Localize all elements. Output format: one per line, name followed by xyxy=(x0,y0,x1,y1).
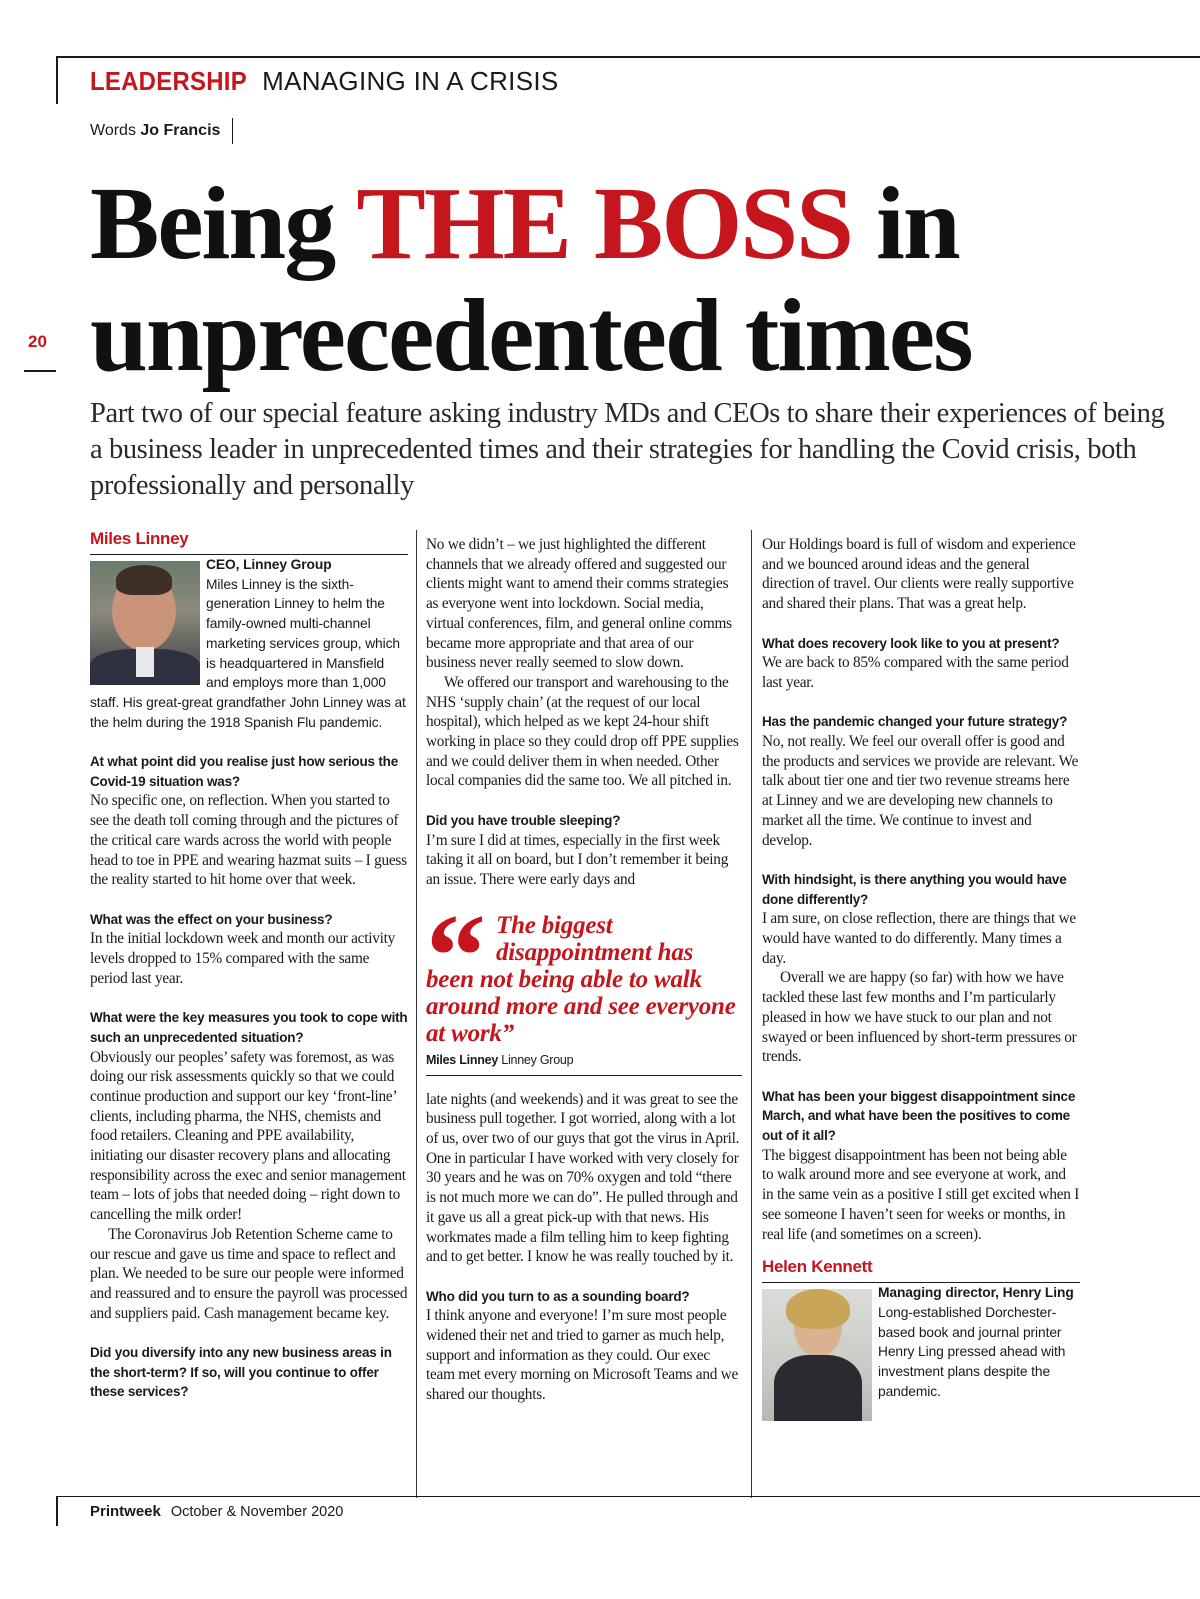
profile-role-miles: CEO, Linney Group xyxy=(206,557,332,572)
answer-9a: I am sure, on close reflection, there are things that we would have wanted to do differently. Many times a day. xyxy=(762,910,1076,967)
headline-highlight: THE BOSS xyxy=(356,166,852,281)
page-number-rule xyxy=(24,370,56,372)
pull-quote-attribution xyxy=(426,1051,742,1069)
question-6: Who did you turn to as a sounding board? xyxy=(426,1288,690,1304)
article-column-3 xyxy=(762,535,1080,1423)
helen-kennett-photo xyxy=(762,1289,872,1421)
answer-3a: Obviously our peoples’ safety was foremost, as was doing our risk assessments quickly so that we could continue production and support our key ‘front-line’ clients, including pharma, the NHS, chemists and food retailers. Cleaning and PPE availability, initiating our disaster recovery plans and allocating responsibility across the exec and senior management team – lots of jobs that needed doing – right down to cancelling the milk order! xyxy=(90,1048,406,1224)
profile-miles xyxy=(90,555,408,732)
quote-mark-icon: “ xyxy=(426,888,486,1022)
footer xyxy=(90,1503,343,1520)
issue-date: October & November 2020 xyxy=(170,1504,344,1520)
standfirst: Part two of our special feature asking industry MDs and CEOs to share their experiences of being a business leader in unprecedented times and their strategies for handling the Covid crisis, both professionally and personally xyxy=(90,398,1165,501)
profile-name-miles: Miles Linney xyxy=(90,528,408,555)
article-column-2 xyxy=(426,535,742,1405)
byline xyxy=(90,118,233,144)
profile-bio-miles: Miles Linney is the sixth-generation Linney to helm the family-owned multi-channel marketing services group, which is headquartered in Mansfield and employs more than 1,000 staff. His great-great grandfather John Linney was at the helm during the 1918 Spanish Flu pandemic. xyxy=(90,576,406,730)
column-divider-2 xyxy=(751,530,752,1498)
question-3: What were the key measures you took to cope with such an unprecedented situation? xyxy=(90,1010,408,1045)
pull-quote-text: been not being able to walk around more and see everyone at work” xyxy=(426,965,736,1047)
publication-name: Printweek xyxy=(90,1503,161,1520)
section-title: MANAGING IN A CRISIS xyxy=(262,66,559,96)
profile-name-helen: Helen Kennett xyxy=(762,1256,1080,1283)
section-kicker: LEADERSHIP xyxy=(90,66,247,96)
page-number: 20 xyxy=(28,332,47,351)
byline-prefix: Words xyxy=(90,122,136,139)
column-divider-1 xyxy=(416,530,417,1498)
footer-left-rule xyxy=(56,1496,58,1526)
question-4: Did you diversify into any new business areas in the short-term? If so, will you continue to offer these services? xyxy=(90,1345,392,1400)
pull-quote-name: Miles Linney xyxy=(426,1052,499,1067)
section-header xyxy=(90,66,559,97)
headline xyxy=(90,168,1190,392)
answer-4b: We offered our transport and warehousing to the NHS ‘supply chain’ (at the request of our local hospital), which helped as we kept 24-hour shift working in place so they could drop off PPE supplies and we could deliver them in when needed. Other local companies did the same too. We all pitched in. xyxy=(426,673,739,790)
profile-role-helen: Managing director, Henry Ling xyxy=(878,1285,1074,1301)
question-5: Did you have trouble sleeping? xyxy=(426,812,621,828)
question-10: What has been your biggest disappointment since March, and what have been the positives to come out of it all? xyxy=(762,1088,1076,1144)
answer-6: I think anyone and everyone! I’m sure most people widened their net and tried to garner as much help, support and information as they could. Our exec team met every morning on Microsoft Teams and we shared our thoughts. xyxy=(426,1307,739,1404)
byline-author: Jo Francis xyxy=(140,122,221,139)
pull-quote-lead: The biggest disappointment has xyxy=(496,911,694,966)
answer-4a: No we didn’t – we just highlighted the different channels that we already offered and suggested our clients might want to amend their comms strategies as everyone went into lockdown. Social media, virtual conferences, film, and general online comms became more appropriate and that area of our business never really seemed to slow down. xyxy=(426,536,732,672)
answer-1: No specific one, on reflection. When you started to see the death toll coming through and the pictures of the critical care wards across the world with people head to toe in PPE and wearing hazmat suits – I guess the reality started to hit home over that week. xyxy=(90,792,407,889)
question-7: What does recovery look like to you at present? xyxy=(762,635,1060,651)
answer-3b: The Coronavirus Job Retention Scheme came to our rescue and gave us time and space to reflect and plan. We needed to be sure our people were informed and reassured and to ensure the payroll was processed and suppliers paid. Cash management became key. xyxy=(90,1225,408,1322)
answer-9b: Overall we are happy (so far) with how we have tackled these last few months and I’m particularly pleased in how we have stuck to our plan and not swayed or been influenced by short-term pressures or trends. xyxy=(762,969,1077,1066)
answer-2: In the initial lockdown week and month our activity levels dropped to 15% compared with the same period last year. xyxy=(90,930,396,987)
headline-line2: unprecedented times xyxy=(90,278,972,393)
question-8: Has the pandemic changed your future strategy? xyxy=(762,714,1068,730)
footer-rule xyxy=(56,1496,1200,1497)
miles-linney-photo xyxy=(90,561,200,685)
pull-quote-company: Linney Group xyxy=(501,1052,574,1067)
header-rule xyxy=(56,56,1200,58)
headline-part2: in xyxy=(851,166,959,281)
profile-bio-helen: Long-established Dorchester-based book and journal printer Henry Ling pressed ahead with investment plans despite the pandemic. xyxy=(878,1304,1066,1399)
headline-part1: Being xyxy=(90,166,357,281)
answer-7: We are back to 85% compared with the same period last year. xyxy=(762,654,1069,691)
question-1: At what point did you realise just how serious the Covid-19 situation was? xyxy=(90,754,399,789)
answer-10: The biggest disappointment has been not being able to walk around more and see everyone at work, and in the same vein as a positive I still get excited when I see someone I haven’t seen for weeks or months, in real life (and sometimes on a screen). xyxy=(762,1146,1080,1243)
header-left-rule xyxy=(56,56,58,104)
pull-quote xyxy=(426,888,742,1076)
answer-5b: late nights (and weekends) and it was great to see the business pull together. I got worried, along with a lot of us, over two of our guys that got the virus in April. One in particular I have worked with very closely for 30 years and he was on 70% oxygen and told “there is not much more we can do”. He pulled through and it gave us all a great pick-up with that news. His workmates made a film telling him to keep fighting and to get better. I know he was really touched by it. xyxy=(426,1090,740,1266)
question-9: With hindsight, is there anything you would have done differently? xyxy=(762,871,1067,907)
answer-8: No, not really. We feel our overall offer is good and the products and services we provide are relevant. We talk about tier one and tier two revenue streams here at Linney and we are developing new channels to market all the time. We continue to invest and develop. xyxy=(762,733,1079,849)
question-2: What was the effect on your business? xyxy=(90,911,333,927)
answer-5a: I’m sure I did at times, especially in the first week taking it all on board, but I don’t remember it being an issue. There were early days and xyxy=(426,831,729,888)
answer-6b: Our Holdings board is full of wisdom and experience and we bounced around ideas and the general direction of travel. Our clients were really supportive and shared their plans. That was a great help. xyxy=(762,536,1076,613)
article-column-1 xyxy=(90,528,408,1402)
profile-helen xyxy=(762,1283,1080,1401)
